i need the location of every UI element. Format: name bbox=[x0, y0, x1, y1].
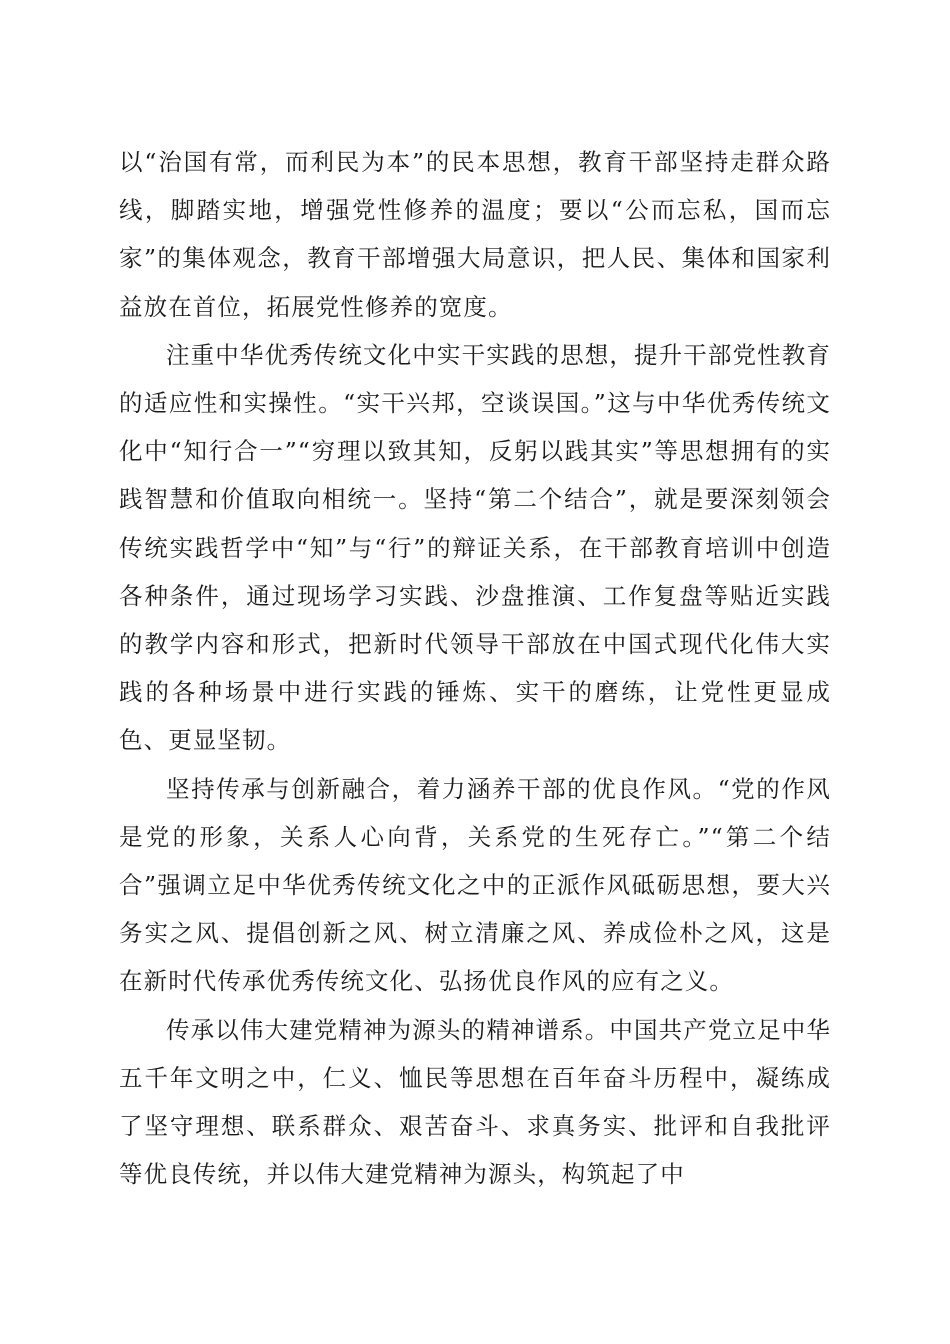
paragraph-spirit: 传承以伟大建党精神为源头的精神谱系。中国共产党立足中华五千年文明之中，仁义、恤民等思想在百年奋斗历程中，凝练成了坚守理想、联系群众、艰苦奋斗、求真务实、批评和自我批评等优良传统，并以伟大建党精神为源头，构筑起了中 bbox=[119, 1015, 831, 1189]
paragraph-style: 坚持传承与创新融合，着力涵养干部的优良作风。“党的作风是党的形象，关系人心向背，关系党的生死存亡。”“第二个结合”强调立足中华优秀传统文化之中的正派作风砥砺思想，要大兴务实之风、提倡创新之风、树立清廉之风、养成俭朴之风，这是在新时代传承优秀传统文化、弘扬优良作风的应有之义。 bbox=[119, 774, 831, 996]
paragraph-practice: 注重中华优秀传统文化中实干实践的思想，提升干部党性教育的适应性和实操性。“实干兴邦，空谈误国。”这与中华优秀传统文化中“知行合一”“穷理以致其知，反躬以践其实”等思想拥有的实践智慧和价值取向相统一。坚持“第二个结合”，就是要深刻领会传统实践哲学中“知”与“行”的辩证关系，在干部教育培训中创造各种条件，通过现场学习实践、沙盘推演、工作复盘等贴近实践的教学内容和形式，把新时代领导干部放在中国式现代化伟大实践的各种场景中进行实践的锤炼、实干的磨练，让党性更显成色、更显坚韧。 bbox=[119, 340, 831, 755]
document-body bbox=[119, 138, 831, 1198]
paragraph-continuation: 以“治国有常，而利民为本”的民本思想，教育干部坚持走群众路线，脚踏实地，增强党性修养的温度；要以“公而忘私，国而忘家”的集体观念，教育干部增强大局意识，把人民、集体和国家利益放在首位，拓展党性修养的宽度。 bbox=[119, 148, 831, 321]
